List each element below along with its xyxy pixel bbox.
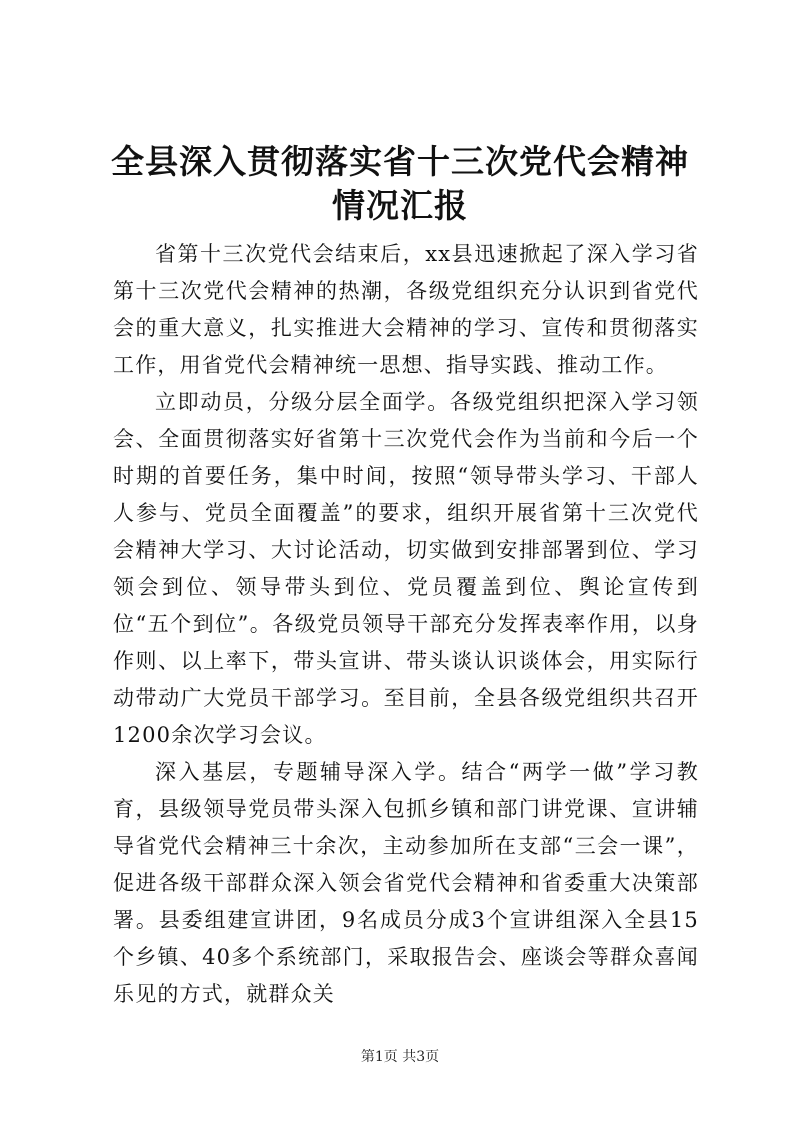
document-body [113, 236, 699, 1013]
page-number-footer: 第1页 共3页 [360, 1049, 440, 1065]
paragraph-grassroots: 深入基层，专题辅导深入学。结合“两学一做”学习教育，县级领导党员带头深入包抓乡镇和部门讲党课、宣讲辅导省党代会精神三十余次，主动参加所在支部“三会一课”，促进各级干部群众深入领会省党代会精神和省委重大决策部署。县委组建宣讲团，9名成员分成3个宣讲组深入全县15个乡镇、40多个系统部门，采取报告会、座谈会等群众喜闻乐见的方式，就群众关 [113, 760, 699, 1006]
document-title: 全县深入贯彻落实省十三次党代会精神情况汇报 [111, 142, 689, 225]
paragraph-mobilize: 立即动员，分级分层全面学。各级党组织把深入学习领会、全面贯彻落实好省第十三次党代会作为当前和今后一个时期的首要任务，集中时间，按照“领导带头学习、干部人人参与、党员全面覆盖”的要求，组织开展省第十三次党代会精神大学习、大讨论活动，切实做到安排部署到位、学习领会到位、领导带头到位、党员覆盖到位、舆论宣传到位“五个到位”。各级党员领导干部充分发挥表率作用，以身作则、以上率下，带头宣讲、带头谈认识谈体会，用实际行动带动广大党员干部学习。至目前，全县各级党组织共召开1200余次学习会议。 [113, 390, 699, 747]
paragraph-intro: 省第十三次党代会结束后，xx县迅速掀起了深入学习省第十三次党代会精神的热潮，各级党组织充分认识到省党代会的重大意义，扎实推进大会精神的学习、宣传和贯彻落实工作，用省党代会精神统一思想、指导实践、推动工作。 [113, 242, 699, 377]
